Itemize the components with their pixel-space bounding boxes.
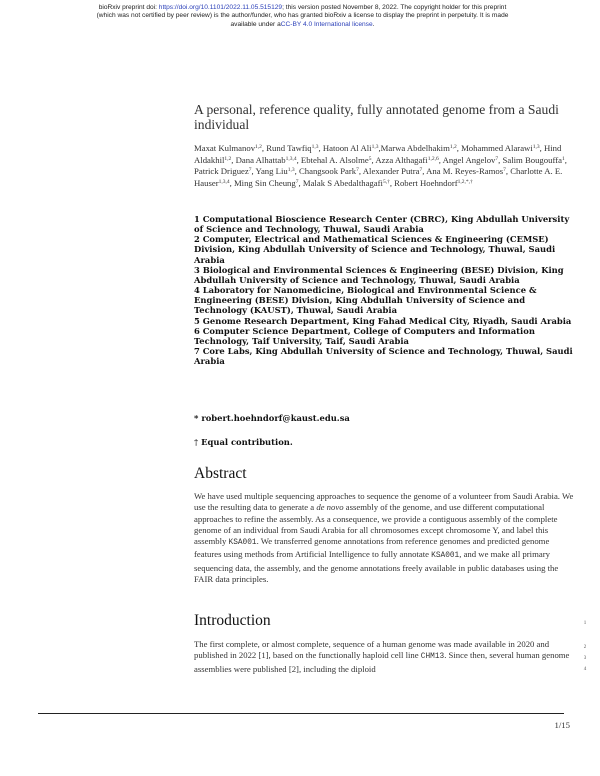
preprint-header [30, 4, 575, 29]
author-affiliation-sup: 1,3 [532, 144, 540, 150]
author-separator: , [505, 166, 511, 177]
author-separator: , [498, 154, 503, 165]
author-name: Charlotte A. E. Hauser [194, 166, 563, 188]
author-separator: , [456, 143, 462, 153]
author-name: Rund Tawfiq [266, 143, 312, 153]
corresponding-email: robert.hoehndorf@kaust.edu.sa [201, 413, 350, 423]
author-affiliation-sup: 1,2 [224, 155, 232, 162]
author-affiliation-sup: 1,2,*,† [457, 178, 473, 185]
abstract-heading: Abstract [194, 465, 247, 482]
author [256, 166, 299, 176]
author-name: Patrick Driguez [194, 166, 249, 177]
author-name: Dana Alhattab [235, 154, 286, 165]
author-name: Ming Sin Cheung [233, 177, 296, 188]
author-separator: , [296, 154, 301, 165]
doi-link[interactable]: https://doi.org/10.1101/2022.11.05.515129 [158, 4, 283, 11]
page-number: 1/15 [554, 720, 570, 730]
line-number: 2 [583, 645, 587, 650]
author-name: Ebtehal A. Alsolme [300, 154, 369, 165]
author [461, 143, 544, 153]
affiliation: 6 Computer Science Department, College of Computers and Information Technology, Taif University, Taif, Saudi Arabia [194, 325, 535, 346]
introduction-heading: Introduction [194, 612, 271, 629]
author-separator: , [294, 166, 299, 177]
author-affiliation-sup: 1,2,6 [427, 155, 439, 162]
affiliation: 1 Computational Bioscience Research Center (CBRC), King Abdullah University of Science and Technology, Thuwal, Saudi Arabia [194, 214, 570, 235]
header-line-2: (which was not certified by peer review) is the author/funder, who has granted bioRxiv a license to display the preprint in perpetuity. It is made [96, 12, 509, 20]
affiliation: 3 Biological and Environmental Sciences & Engineering (BESE) Division, King Abdullah University of Science and Technology, Thuwal, Saudi Arabia [194, 264, 564, 285]
equal-contribution-note [194, 437, 293, 447]
author-separator: , [251, 166, 256, 177]
author-name: Changsook Park [298, 166, 357, 177]
author [266, 143, 323, 153]
author-affiliation-sup: 7 [356, 167, 359, 174]
author-separator: , [564, 154, 567, 165]
author-affiliation-sup: 1 [561, 155, 565, 162]
author-affiliation-sup: 1,3,4 [218, 178, 230, 185]
abstract-text: We have used multiple sequencing approaches to sequence the genome of a volunteer from Saudi Arabia. We use the resulting data to generate a de novo assembly of the genome, and use different computational approaches to refine the assembly. As a consequence, we provide a contiguous assembly of the complete genome of an individual from Saudi Arabia for all chromosomes except chromosome Y, and label this assembly KSA001. We transferred genome annotations from reference genomes and predicted genome features using methods from Artificial Intelligence to fully annotate KSA001, and we make all primary sequencing data, the assembly, and the genome annotations freely available in public databases using the FAIR data principles. [194, 491, 574, 585]
author-separator: , [229, 177, 234, 188]
author-name: Hatoon Al Ali [322, 143, 372, 153]
dagger-mark: † [194, 437, 199, 447]
author [194, 143, 266, 153]
author [443, 155, 503, 165]
corresponding-mark: * [194, 413, 199, 423]
author-name: Angel Angelov [442, 154, 496, 165]
author [426, 166, 510, 176]
author-affiliation-sup: 5 [368, 155, 372, 162]
author-name: Yang Liu [255, 166, 288, 177]
author-affiliation-sup: 1,3 [311, 144, 319, 150]
author [301, 155, 375, 165]
header-line-1: bioRxiv preprint doi: https://doi.org/10.1101/2022.11.05.515129; this version posted November 8, 2022. The copyright holder for this preprint [98, 4, 507, 11]
affiliation: 2 Computer, Electrical and Mathematical Sciences & Engineering (CEMSE) Division, King Abdullah University of Science and Technology, Thuwal, Saudi Arabia [194, 234, 556, 265]
author-affiliation-sup: 1,3,4 [285, 155, 297, 162]
header-line-3: available under aCC-BY 4.0 International license. [230, 20, 375, 28]
affiliation-list [194, 214, 574, 366]
author-name: Alexander Putra [362, 166, 420, 177]
introduction-text: The first complete, or almost complete, sequence of a human genome was made available in 2020 and published in 2022 [1], based on the functionally haploid cell line CHM13. Since then, several human genome assemblies were published [2], including the diploid [194, 639, 570, 674]
author-name: Mohammed Alarawi [461, 143, 533, 153]
author [236, 155, 301, 165]
affiliation: 5 Genome Research Department, King Fahad Medical City, Riyadh, Saudi Arabia [194, 315, 572, 326]
author-name: Hind Aldakhil [194, 143, 562, 165]
author-separator: , [422, 166, 427, 177]
author-affiliation-sup: 7 [248, 167, 252, 174]
author-affiliation-sup: 1,3 [371, 144, 379, 150]
author-separator: , [438, 154, 443, 165]
author-affiliation-sup: 7 [295, 178, 299, 185]
paper-title: A personal, reference quality, fully annotated genome from a Saudi individual [194, 102, 559, 132]
affiliation: 4 Laboratory for Nanomedicine, Biological and Environmental Science & Engineering (BESE) Division, King Abdullah University of Science and Technology (KAUST), Thuwal, Saudi Arabia [194, 285, 537, 316]
author-affiliation-sup: 7 [503, 167, 506, 174]
equal-contribution-text: Equal contribution. [201, 437, 293, 447]
author-name: Marwa Abdelhakim [380, 143, 450, 153]
author-separator: , [318, 143, 323, 153]
author [381, 143, 461, 153]
author-separator: , [539, 143, 544, 153]
author-separator: , [298, 177, 303, 188]
author-separator: , [358, 166, 363, 177]
line-number: 1 [583, 621, 587, 626]
author-name: Salim Bougouffa [502, 154, 562, 165]
author-affiliation-sup: 5,† [382, 178, 390, 185]
author-affiliation-sup: 7 [419, 167, 423, 174]
author [194, 166, 256, 176]
affiliation: 7 Core Labs, King Abdullah University of Science and Technology, Thuwal, Saudi Arabia [194, 346, 573, 367]
corresponding-author [194, 413, 350, 423]
author-affiliation-sup: 1,2 [449, 144, 457, 150]
author [299, 166, 363, 176]
line-number: 3 [583, 656, 587, 661]
footer-rule [38, 713, 564, 714]
author-name: Robert Hoehndorf [394, 177, 458, 188]
author [234, 178, 303, 188]
author [303, 178, 394, 188]
author-name: Malak S Abedalthagafi [302, 177, 383, 188]
author-affiliation-sup: 1,3 [287, 167, 295, 174]
author-affiliation-sup: 7 [495, 155, 499, 162]
author-name: Ana M. Reyes-Ramos [426, 166, 504, 177]
license-link[interactable]: CC-BY 4.0 International license [280, 20, 373, 28]
author [363, 166, 426, 176]
author-separator: , [389, 177, 395, 188]
author-list [194, 143, 584, 189]
author-separator: , [378, 143, 381, 153]
author [323, 143, 381, 153]
line-number: 4 [583, 667, 587, 672]
author-separator: , [261, 143, 267, 153]
author-name: Maxat Kulmanov [194, 143, 256, 153]
author [375, 155, 442, 165]
author [394, 178, 473, 188]
author-name: Azza Althagafi [375, 154, 428, 165]
author [503, 155, 567, 165]
author-affiliation-sup: 1,2 [255, 144, 262, 150]
author-separator: , [231, 154, 236, 165]
author-separator: , [371, 154, 376, 165]
